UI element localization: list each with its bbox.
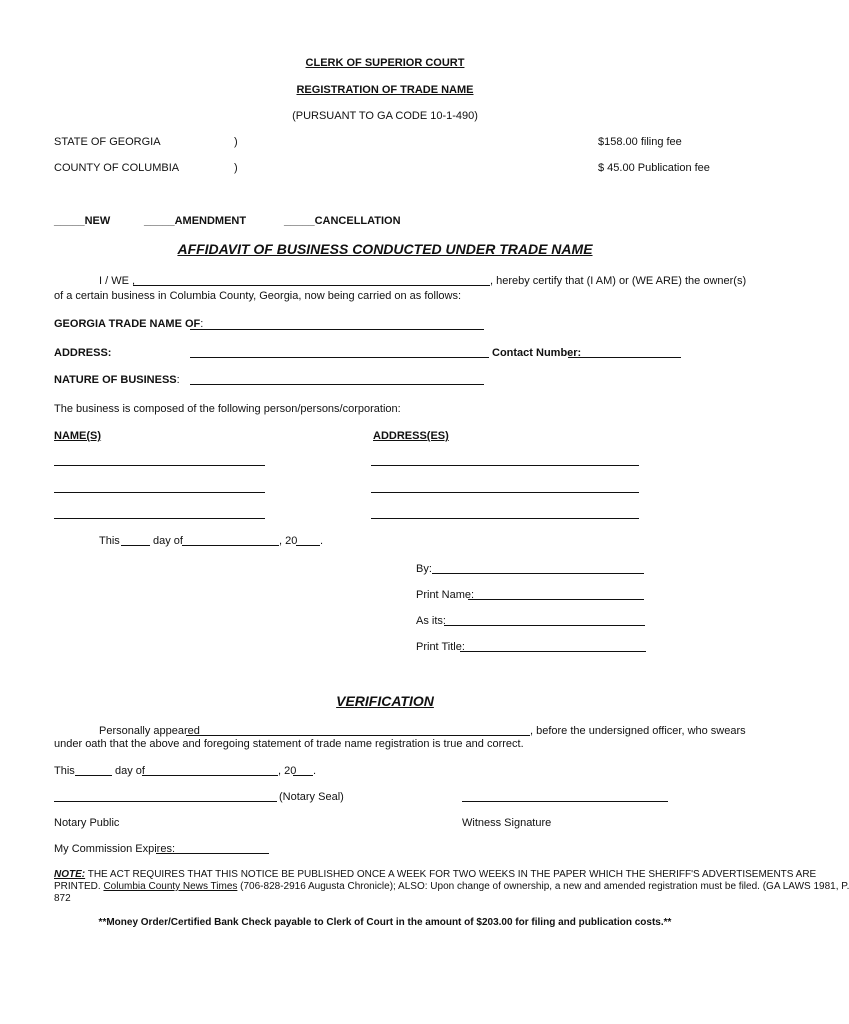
note-line-2: PRINTED. Columbia County News Times (706-828-2916 Augusta Chronicle); ALSO: Upon change of ownership, a new and amended registration must be filed. (GA LAWS 1981, P.: [54, 881, 849, 892]
day-of-label: day of: [153, 535, 183, 547]
owner-name-line[interactable]: [133, 285, 490, 286]
payment-instructions: **Money Order/Certified Bank Check payable to Clerk of Court in the amount of $203.00 for filing and publication costs.**: [98, 917, 672, 928]
court-title: CLERK OF SUPERIOR COURT: [305, 57, 465, 69]
verification-title: VERIFICATION: [336, 693, 434, 709]
address-label: ADDRESS:: [54, 347, 112, 359]
affidavit-title: AFFIDAVIT OF BUSINESS CONDUCTED UNDER TRADE NAME: [177, 241, 593, 257]
print-title-label: Print Title:: [416, 641, 465, 653]
note-line-1: NOTE: THE ACT REQUIRES THAT THIS NOTICE BE PUBLISHED ONCE A WEEK FOR TWO WEEKS IN THE PAPER WHICH THE SHERIFF'S ADVERTISEMENTS ARE: [54, 869, 817, 880]
affidavit-text-line2: of a certain business in Columbia County, Georgia, now being carried on as follows:: [54, 290, 462, 302]
address-line-2[interactable]: [371, 492, 639, 493]
name-line-2[interactable]: [54, 492, 265, 493]
address-line[interactable]: [190, 357, 489, 358]
note-line-3: 872: [54, 893, 71, 904]
notary-public-label: Notary Public: [54, 817, 120, 829]
note-label: NOTE:: [54, 869, 86, 880]
month-line[interactable]: [182, 545, 279, 546]
option-new[interactable]: _____NEW: [54, 215, 111, 227]
verification-day-line[interactable]: [75, 775, 112, 776]
nature-line[interactable]: [190, 384, 484, 385]
newspaper-name: Columbia County News Times: [103, 881, 238, 892]
filing-fee: $158.00 filing fee: [598, 136, 682, 148]
day-line[interactable]: [121, 545, 150, 546]
year-line[interactable]: [296, 545, 320, 546]
contact-number-line[interactable]: [568, 357, 681, 358]
as-its-line[interactable]: [444, 625, 645, 626]
print-name-line[interactable]: [468, 599, 644, 600]
verification-day-of-label: day of: [115, 765, 145, 777]
as-its-label: As its:: [416, 615, 446, 627]
contact-number-label: Contact Number:: [492, 347, 582, 359]
notary-signature-line[interactable]: [54, 801, 277, 802]
name-line-3[interactable]: [54, 518, 265, 519]
state-label: STATE OF GEORGIA: [54, 136, 161, 148]
trade-name-label: GEORGIA TRADE NAME OF:: [54, 318, 204, 330]
witness-signature-line[interactable]: [462, 801, 668, 802]
county-label: COUNTY OF COLUMBIA: [54, 162, 180, 174]
composed-text: The business is composed of the following person/persons/corporation:: [54, 403, 401, 415]
names-header: NAME(S): [54, 430, 102, 442]
option-amendment[interactable]: _____AMENDMENT: [144, 215, 247, 227]
verification-year-label: , 20: [278, 765, 297, 777]
iwe-label: I / WE ,: [99, 275, 136, 287]
name-line-1[interactable]: [54, 465, 265, 466]
form-title: REGISTRATION OF TRADE NAME: [296, 84, 474, 96]
before-officer-text: , before the undersigned officer, who swears: [530, 725, 746, 737]
year-label: , 20: [279, 535, 298, 547]
publication-fee: $ 45.00 Publication fee: [598, 162, 710, 174]
by-label: By:: [416, 563, 432, 575]
verification-year-line[interactable]: [293, 775, 313, 776]
verification-this-label: This: [54, 765, 75, 777]
oath-text: under oath that the above and foregoing statement of trade name registration is true and correct.: [54, 738, 524, 750]
venue-paren-1: ): [234, 136, 238, 148]
statute-reference: (PURSUANT TO GA CODE 10-1-490): [292, 110, 478, 122]
witness-signature-label: Witness Signature: [462, 817, 552, 829]
address-line-3[interactable]: [371, 518, 639, 519]
date-period: .: [320, 535, 324, 547]
appeared-line[interactable]: [186, 735, 530, 736]
appeared-label: Personally appeared: [99, 725, 200, 737]
this-label: This: [99, 535, 120, 547]
address-line-1[interactable]: [371, 465, 639, 466]
notary-seal-label: (Notary Seal): [279, 791, 344, 803]
verification-date-period: .: [313, 765, 317, 777]
nature-label: NATURE OF BUSINESS:: [54, 374, 180, 386]
trade-name-line[interactable]: [190, 329, 484, 330]
commission-expires-line[interactable]: [156, 853, 269, 854]
option-cancellation[interactable]: _____CANCELLATION: [284, 215, 401, 227]
commission-expires-label: My Commission Expires:: [54, 843, 176, 855]
venue-paren-2: ): [234, 162, 238, 174]
certify-text: , hereby certify that (I AM) or (WE ARE) the owner(s): [490, 275, 747, 287]
by-line[interactable]: [432, 573, 644, 574]
addresses-header: ADDRESS(ES): [373, 430, 449, 442]
print-title-line[interactable]: [460, 651, 646, 652]
verification-month-line[interactable]: [142, 775, 278, 776]
print-name-label: Print Name:: [416, 589, 475, 601]
